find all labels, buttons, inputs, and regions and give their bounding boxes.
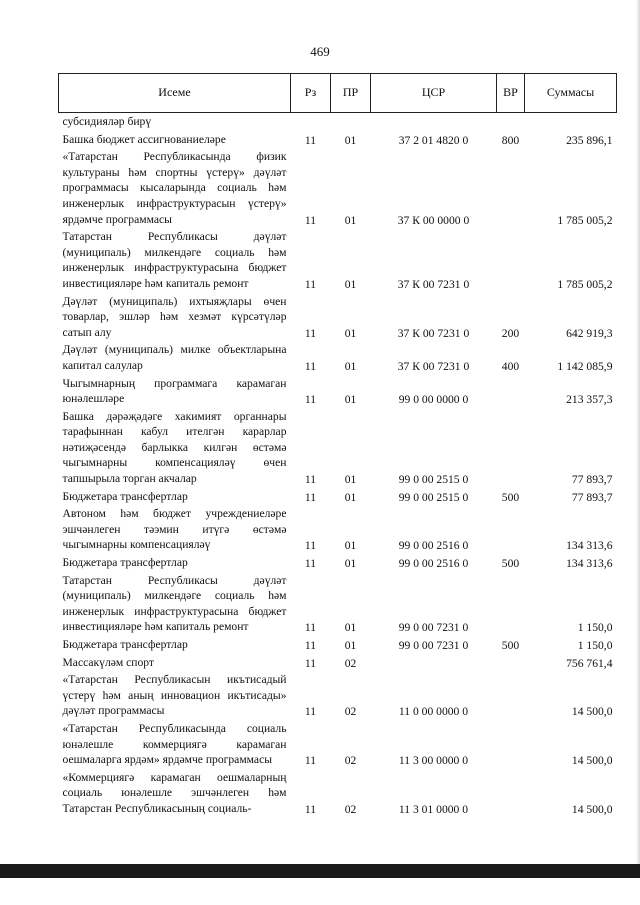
row-csr: 11 3 00 0000 0	[398, 754, 469, 768]
header-sum: Суммасы	[525, 74, 617, 113]
header-vr: ВР	[497, 74, 525, 113]
row-rz: 11	[304, 473, 317, 487]
budget-table-container	[58, 73, 618, 818]
scan-edge-shade	[636, 0, 640, 864]
row-rz	[291, 113, 331, 131]
row-rz: 11	[304, 656, 317, 670]
row-vr	[497, 148, 525, 228]
row-vr	[497, 654, 525, 672]
row-rz: 11	[304, 754, 317, 768]
row-sum: 235 896,1	[566, 133, 613, 147]
row-rz: 11	[304, 539, 317, 553]
row-csr	[371, 654, 497, 672]
row-name: «Коммерциягә карамаган оешмаларның социаль юнәлешле эшчәнлеген һәм Татарстан Республикасының социаль-	[62, 770, 287, 815]
row-csr: 99 0 00 0000 0	[398, 393, 469, 407]
row-csr: 99 0 00 2515 0	[398, 473, 469, 487]
row-csr: 99 0 00 2515 0	[398, 490, 469, 504]
table-row	[59, 375, 617, 408]
row-vr	[497, 572, 525, 636]
row-pr: 01	[344, 557, 357, 571]
row-rz: 11	[304, 557, 317, 571]
row-csr: 99 0 00 2516 0	[398, 539, 469, 553]
row-pr: 02	[344, 754, 357, 768]
row-pr: 01	[344, 490, 357, 504]
row-name: субсидияләр бирү	[62, 115, 152, 128]
table-row	[59, 341, 617, 374]
row-vr	[497, 375, 525, 408]
table-header-row	[59, 74, 617, 113]
row-name: Бюджетара трансфертлар	[62, 638, 188, 651]
row-name: Татарстан Республикасы дәүләт (муниципаль) милкендәге социаль һәм инженерлык инфраструктурасына бюджет инвестицияләре һәм капиталь ремонт	[62, 230, 287, 290]
table-row	[59, 488, 617, 506]
row-csr: 99 0 00 7231 0	[398, 621, 469, 635]
row-rz: 11	[304, 705, 317, 719]
header-rz: Рз	[291, 74, 331, 113]
row-rz: 11	[304, 277, 317, 291]
row-name: Дәүләт (муниципаль) ихтыяҗлары өчен товарлар, эшләр һәм хезмәт күрсәтүләр сатып алу	[62, 294, 287, 339]
row-name: Массакүләм спорт	[62, 655, 154, 669]
row-sum: 1 785 005,2	[557, 213, 613, 227]
row-sum: 642 919,3	[566, 326, 613, 340]
header-name: Исеме	[59, 74, 291, 113]
row-pr: 01	[344, 473, 357, 487]
table-row	[59, 636, 617, 654]
table-row	[59, 769, 617, 818]
row-name: Татарстан Республикасы дәүләт (муниципаль) милкендәге социаль һәм инженерлык инфраструктурасына бюджет инвестицияләре һәм капиталь ремонт	[62, 573, 287, 634]
table-row	[59, 113, 617, 131]
row-rz: 11	[304, 490, 317, 504]
row-pr: 02	[344, 802, 357, 816]
header-csr: ЦСР	[371, 74, 497, 113]
row-sum: 1 150,0	[577, 639, 613, 652]
row-pr: 01	[344, 133, 357, 147]
row-sum: 1 142 085,9	[557, 359, 613, 373]
row-vr	[497, 671, 525, 720]
row-csr: 37 2 01 4820 0	[398, 133, 469, 147]
row-sum: 134 313,6	[566, 539, 613, 553]
row-pr	[331, 113, 371, 131]
table-row	[59, 148, 617, 228]
table-row	[59, 554, 617, 572]
row-sum: 14 500,0	[571, 705, 613, 719]
row-csr: 99 0 00 2516 0	[398, 557, 469, 571]
row-sum: 1 150,0	[577, 621, 613, 635]
row-sum: 14 500,0	[571, 802, 613, 816]
row-pr: 02	[344, 656, 357, 670]
row-pr: 02	[344, 705, 357, 719]
row-csr	[371, 113, 497, 131]
row-name: Бюджетара трансфертлар	[62, 556, 188, 570]
row-sum	[525, 113, 617, 131]
row-vr	[497, 505, 525, 554]
row-csr: 37 К 00 7231 0	[397, 359, 470, 373]
table-row	[59, 720, 617, 769]
row-vr: 500	[501, 490, 520, 504]
table-row	[59, 671, 617, 720]
table-row	[59, 293, 617, 342]
row-vr: 800	[501, 133, 520, 147]
row-sum: 213 357,3	[566, 393, 613, 407]
row-sum: 134 313,6	[566, 557, 613, 571]
row-pr: 01	[344, 393, 357, 407]
row-pr: 01	[344, 621, 357, 635]
row-rz: 11	[304, 621, 317, 635]
row-csr: 11 3 01 0000 0	[398, 802, 469, 816]
row-vr: 500	[501, 639, 520, 652]
row-sum: 77 893,7	[571, 473, 613, 487]
row-csr: 37 К 00 7231 0	[397, 326, 470, 340]
row-rz: 11	[304, 802, 317, 816]
table-row	[59, 654, 617, 672]
row-rz: 11	[304, 393, 317, 407]
row-rz: 11	[304, 133, 317, 147]
row-vr	[497, 720, 525, 769]
row-rz: 11	[304, 639, 317, 652]
row-sum: 14 500,0	[571, 754, 613, 768]
table-row	[59, 228, 617, 292]
scan-bottom-band	[0, 864, 640, 878]
row-csr: 37 К 00 0000 0	[397, 213, 470, 227]
row-name: Чыгымнарның программага карамаган юнәлешләре	[62, 376, 287, 406]
row-name: Башка бюджет ассигнованиеләре	[62, 132, 226, 146]
table-row	[59, 572, 617, 636]
row-pr: 01	[344, 277, 357, 291]
row-name: «Татарстан Республикасында физик культураны һәм спортны үстерү» дәүләт программасы кысаларында социаль һәм инженерлык инфраструктурасын үстерү» ярдәмче программасы	[62, 150, 287, 226]
row-vr: 400	[501, 359, 520, 373]
row-vr	[497, 769, 525, 818]
row-csr: 99 0 00 7231 0	[398, 639, 469, 652]
row-name: «Татарстан Республикасын икътисадый үстерү һәм аның инновацион икътисады» дәүләт программасы	[62, 673, 287, 718]
row-pr: 01	[344, 359, 357, 373]
page-number: 469	[310, 44, 330, 59]
row-name: Бюджетара трансфертлар	[62, 489, 188, 503]
table-row	[59, 408, 617, 488]
row-vr	[497, 113, 525, 131]
row-pr: 01	[344, 213, 357, 227]
budget-table	[58, 73, 617, 818]
table-row	[59, 505, 617, 554]
header-pr: ПР	[331, 74, 371, 113]
row-vr: 200	[501, 326, 520, 340]
row-sum: 1 785 005,2	[557, 277, 613, 291]
row-vr	[497, 228, 525, 292]
row-pr: 01	[344, 539, 357, 553]
row-name: «Татарстан Республикасында социаль юнәлешле коммерциягә карамаган оешмаларга ярдәм» ярдәмче программасы	[62, 721, 287, 767]
row-csr: 37 К 00 7231 0	[397, 277, 470, 291]
row-rz: 11	[304, 326, 317, 340]
row-name: Автоном һәм бюджет учреждениеләре эшчәнлеген тәэмин итүгә өстәмә чыгымнарны компенсацияләү	[62, 507, 287, 552]
row-sum: 756 761,4	[566, 656, 613, 670]
table-row	[59, 131, 617, 149]
row-vr	[497, 408, 525, 488]
row-rz: 11	[304, 359, 317, 373]
row-pr: 01	[344, 639, 357, 652]
row-pr: 01	[344, 326, 357, 340]
row-rz: 11	[304, 213, 317, 227]
row-name: Дәүләт (муниципаль) милке объектларына капитал салулар	[62, 343, 287, 372]
row-csr: 11 0 00 0000 0	[398, 705, 469, 719]
row-sum: 77 893,7	[571, 490, 613, 504]
row-name: Башка дәрәҗәдәге хакимият органнары тарафыннан кабул ителгән карарлар нәтиҗәсендә барлыкка килгән өстәмә чыгымнарны компенсацияләү өчен тапшырыла торган акчалар	[62, 409, 287, 486]
row-vr: 500	[501, 557, 520, 571]
